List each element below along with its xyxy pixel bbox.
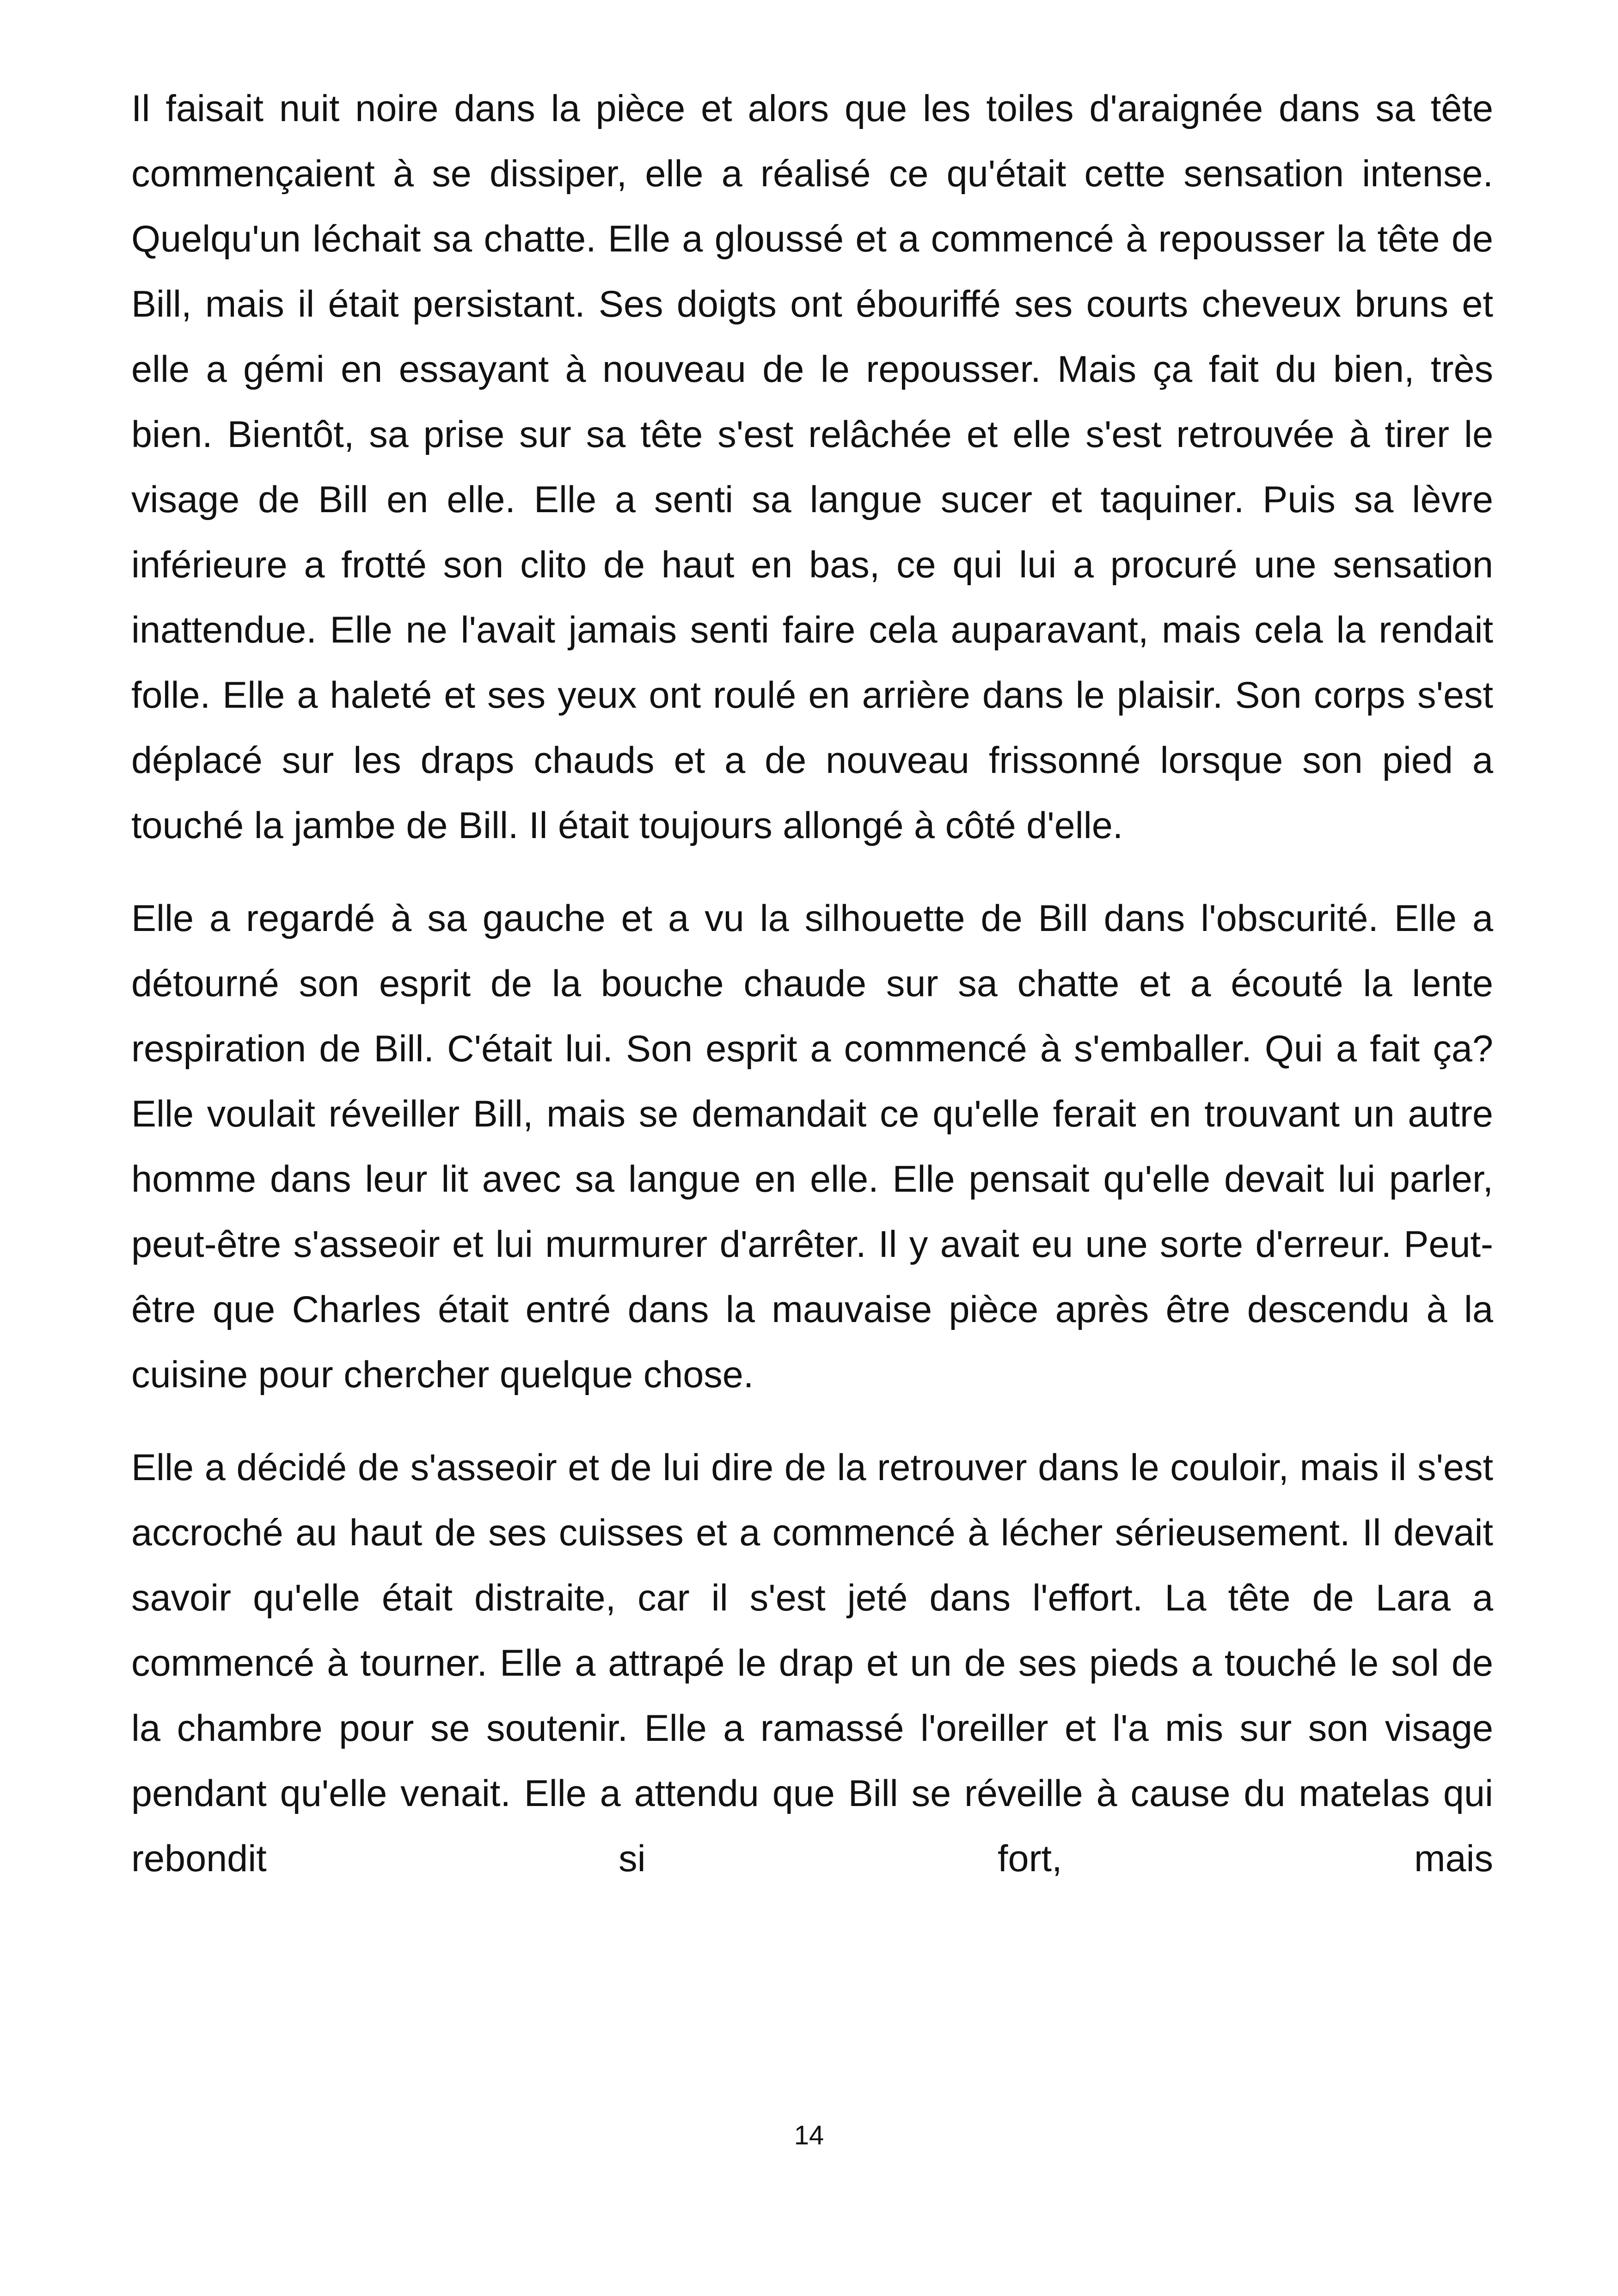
body-text [131,76,1493,1892]
paragraph-2: Elle a regardé à sa gauche et a vu la silhouette de Bill dans l'obscurité. Elle a détourné son esprit de la bouche chaude sur sa chatte et a écouté la lente respiration de Bill. C'était lui. Son esprit a commencé à s'emballer. Qui a fait ça? Elle voulait réveiller Bill, mais se demandait ce qu'elle ferait en trouvant un autre homme dans leur lit avec sa langue en elle. Elle pensait qu'elle devait lui parler, peut-être s'asseoir et lui murmurer d'arrêter. Il y avait eu une sorte d'erreur. Peut-être que Charles était entré dans la mauvaise pièce après être descendu à la cuisine pour chercher quelque chose. [131,898,1493,1396]
paragraph-1: Il faisait nuit noire dans la pièce et alors que les toiles d'araignée dans sa tête commençaient à se dissiper, elle a réalisé ce qu'était cette sensation intense. Quelqu'un léchait sa chatte. Elle a gloussé et a commencé à repousser la tête de Bill, mais il était persistant. Ses doigts ont ébouriffé ses courts cheveux bruns et elle a gémi en essayant à nouveau de le repousser. Mais ça fait du bien, très bien. Bientôt, sa prise sur sa tête s'est relâchée et elle s'est retrouvée à tirer le visage de Bill en elle. Elle a senti sa langue sucer et taquiner. Puis sa lèvre inférieure a frotté son clito de haut en bas, ce qui lui a procuré une sensation inattendue. Elle ne l'avait jamais senti faire cela auparavant, mais cela la rendait folle. Elle a haleté et ses yeux ont roulé en arrière dans le plaisir. Son corps s'est déplacé sur les draps chauds et a de nouveau frissonné lorsque son pied a touché la jambe de Bill. Il était toujours allongé à côté d'elle. [131,88,1493,846]
paragraph-3: Elle a décidé de s'asseoir et de lui dire de la retrouver dans le couloir, mais il s'est accroché au haut de ses cuisses et a commencé à lécher sérieusement. Il devait savoir qu'elle était distraite, car il s'est jeté dans l'effort. La tête de Lara a commencé à tourner. Elle a attrapé le drap et un de ses pieds a touché le sol de la chambre pour se soutenir. Elle a ramassé l'oreiller et l'a mis sur son visage pendant qu'elle venait. Elle a attendu que Bill se réveille à cause du matelas qui rebondit si fort, mais [131,1447,1493,1880]
page-number: 14 [794,2120,824,2150]
